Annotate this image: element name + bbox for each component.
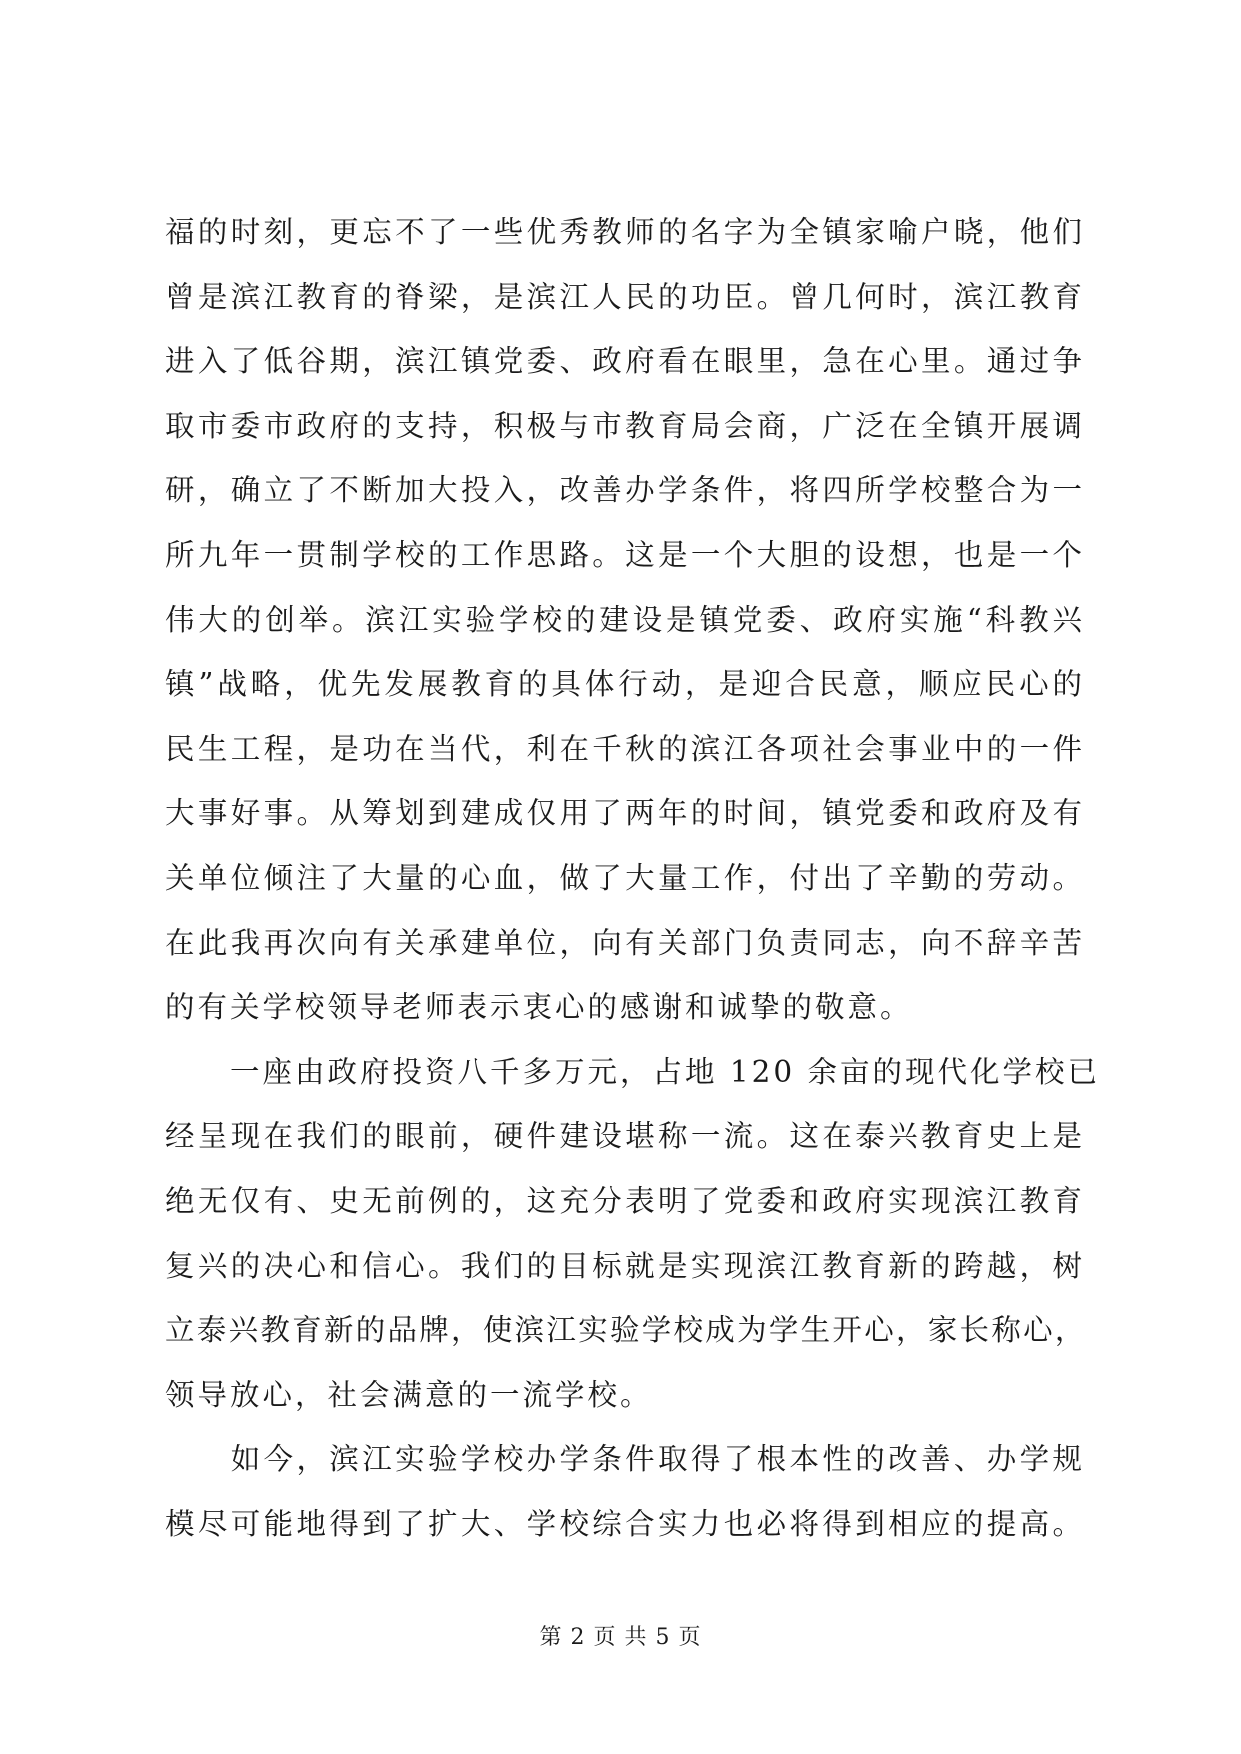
text-line: 在此我再次向有关承建单位，向有关部门负责同志，向不辞辛苦	[165, 925, 1085, 960]
text-line: 曾是滨江教育的脊梁，是滨江人民的功臣。曾几何时，滨江教育	[165, 279, 1085, 314]
text-line: 福的时刻，更忘不了一些优秀教师的名字为全镇家喻户晓，他们	[165, 215, 1085, 249]
text-line: 伟大的创举。滨江实验学校的建设是镇党委、政府实施“科教兴	[165, 602, 1085, 637]
text-line: 进入了低谷期，滨江镇党委、政府看在眼里，急在心里。通过争	[165, 344, 1085, 379]
text-line: 如今，滨江实验学校办学条件取得了根本性的改善、办学规	[165, 1442, 1085, 1477]
body-text	[165, 200, 1101, 1556]
text-line: 取市委市政府的支持，积极与市教育局会商，广泛在全镇开展调	[165, 408, 1085, 443]
text-line: 复兴的决心和信心。我们的目标就是实现滨江教育新的跨越，树	[165, 1248, 1085, 1283]
text-line: 大事好事。从筹划到建成仅用了两年的时间，镇党委和政府及有	[165, 796, 1085, 831]
text-line: 关单位倾注了大量的心血，做了大量工作，付出了辛勤的劳动。	[165, 860, 1085, 895]
page-number-footer: 第 2 页 共 5 页	[539, 1625, 702, 1650]
text-line: 研，确立了不断加大投入，改善办学条件，将四所学校整合为一	[165, 473, 1085, 508]
text-line: 镇”战略，优先发展教育的具体行动，是迎合民意，顺应民心的	[165, 667, 1085, 702]
text-line: 的有关学校领导老师表示衷心的感谢和诚挚的敬意。	[165, 990, 913, 1025]
text-line: 经呈现在我们的眼前，硬件建设堪称一流。这在泰兴教育史上是	[165, 1119, 1085, 1154]
text-line: 一座由政府投资八千多万元，占地 120 余亩的现代化学校已	[165, 1054, 1101, 1089]
text-line: 绝无仅有、史无前例的，这充分表明了党委和政府实现滨江教育	[165, 1183, 1085, 1218]
text-line: 领导放心，社会满意的一流学校。	[165, 1377, 653, 1412]
text-line: 所九年一贯制学校的工作思路。这是一个大胆的设想，也是一个	[165, 537, 1085, 572]
text-line: 模尽可能地得到了扩大、学校综合实力也必将得到相应的提高。	[165, 1506, 1085, 1541]
text-line: 民生工程，是功在当代，利在千秋的滨江各项社会事业中的一件	[165, 731, 1085, 766]
text-line: 立泰兴教育新的品牌，使滨江实验学校成为学生开心，家长称心，	[165, 1313, 1085, 1348]
